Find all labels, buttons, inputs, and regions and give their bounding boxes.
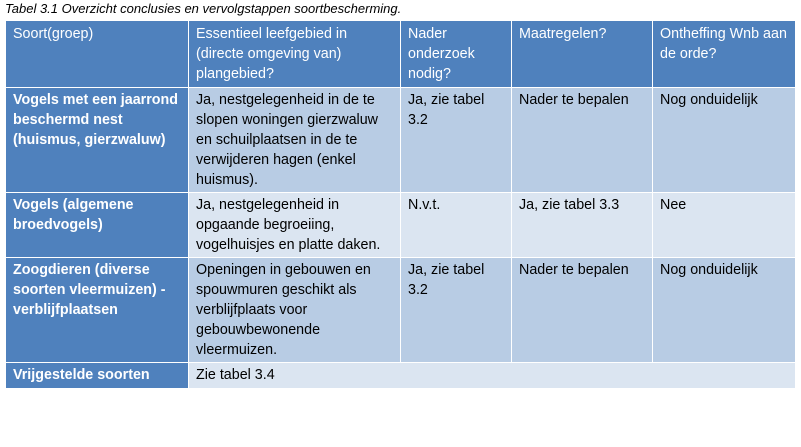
row-header-soort: Vrijgestelde soorten [6,363,189,389]
row-header-soort: Zoogdieren (diverse soorten vleermuizen) - verblijfplaatsen [6,258,189,363]
table-row [6,193,796,258]
column-header-ontheffing: Ontheffing Wnb aan de orde? [653,21,796,88]
cell-leefgebied: Ja, nestgelegenheid in opgaande begroeiing, vogelhuisjes en platte daken. [189,193,401,258]
table-row [6,88,796,193]
column-header-soort: Soort(groep) [6,21,189,88]
cell-leefgebied: Openingen in gebouwen en spouwmuren geschikt als verblijfplaats voor gebouwbewonende vleermuizen. [189,258,401,363]
column-header-maatregelen: Maatregelen? [512,21,653,88]
cell-maatregelen: Nader te bepalen [512,88,653,193]
cell-ontheffing: Nog onduidelijk [653,258,796,363]
cell-maatregelen: Nader te bepalen [512,258,653,363]
row-header-soort: Vogels (algemene broedvogels) [6,193,189,258]
column-header-leefgebied: Essentieel leefgebied in (directe omgeving van) plangebied? [189,21,401,88]
cell-ontheffing: Nog onduidelijk [653,88,796,193]
cell-maatregelen: Ja, zie tabel 3.3 [512,193,653,258]
cell-ontheffing: Nee [653,193,796,258]
cell-leefgebied: Zie tabel 3.4 [189,363,796,389]
row-header-soort: Vogels met een jaarrond beschermd nest (huismus, gierzwaluw) [6,88,189,193]
table-caption: Tabel 3.1 Overzicht conclusies en vervolgstappen soortbescherming. [5,1,402,16]
cell-onderzoek: N.v.t. [401,193,512,258]
conclusions-table [5,20,796,389]
cell-onderzoek: Ja, zie tabel 3.2 [401,258,512,363]
column-header-onderzoek: Nader onderzoek nodig? [401,21,512,88]
cell-leefgebied: Ja, nestgelegenheid in de te slopen woningen gierzwaluw en schuilplaatsen in de te verwijderen hagen (enkel huismus). [189,88,401,193]
table-row [6,258,796,363]
table-row [6,363,796,389]
cell-onderzoek: Ja, zie tabel 3.2 [401,88,512,193]
header-row [6,21,796,88]
